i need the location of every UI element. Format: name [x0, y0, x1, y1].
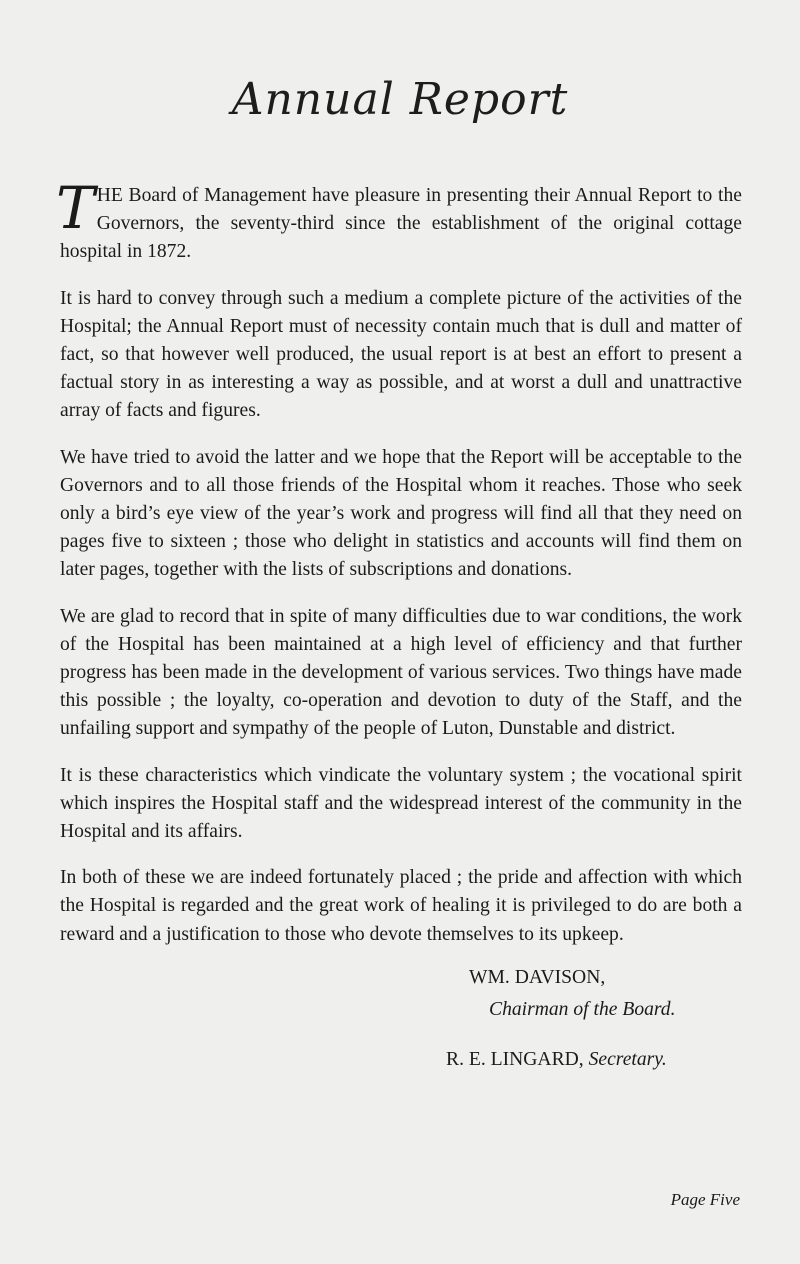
- secretary-line: [446, 1046, 746, 1074]
- chairman-role: Chairman of the Board.: [489, 999, 676, 1020]
- chairman-name: WM. DAVISON,: [469, 967, 606, 988]
- drop-cap-letter: T: [56, 174, 95, 242]
- paragraph-5: It is these characteristics which vindicate the voluntary system ; the vocational spirit which inspires the Hospital staff and the widespread interest of the community in the Hospital and its affairs.: [60, 764, 742, 843]
- secretary-role: Secretary.: [588, 1049, 667, 1070]
- page-title: Annual Report: [231, 74, 569, 125]
- signature-block: [446, 964, 769, 1074]
- paragraph-6: In both of these we are indeed fortunately placed ; the pride and affection with which the Hospital is regarded and the great work of healing it is privileged to do are both a reward and a justification to those who devote themselves to its upkeep.: [60, 867, 742, 945]
- report-body: [56, 174, 742, 967]
- secretary-name: R. E. LINGARD,: [446, 1049, 584, 1070]
- paragraph-2: It is hard to convey through such a medium a complete picture of the activities of the Hospital; the Annual Report must of necessity contain much that is dull and matter of fact, so that however well produced, the usual report is at best an effort to present a factual story in as interesting a way as possible, and at worst a dull and unattractive array of facts and figures.: [60, 287, 742, 422]
- paragraph-1: [56, 174, 742, 267]
- page-number: Page Five: [670, 1190, 740, 1209]
- paragraph-3: We have tried to avoid the latter and we hope that the Report will be acceptable to the Governors and to all those friends of the Hospital whom it reaches. Those who seek only a bird’s eye view of the year’s work and progress will find all that they need on pages five to sixteen ; those who delight in statistics and accounts will find them on later pages, together with the lists of subscriptions and donations.: [60, 446, 742, 581]
- paragraph-1-text: HE Board of Management have pleasure in presenting their Annual Report to the Governors, the seventy-third since the establishment of the original cottage hospital in 1872.: [60, 185, 742, 263]
- paragraph-4: We are glad to record that in spite of many difficulties due to war conditions, the work of the Hospital has been maintained at a high level of efficiency and that further progress has been made in the development of various services. Two things have made this possible ; the loyalty, co-operation and devotion to duty of the Staff, and the unfailing support and sympathy of the people of Luton, Dunstable and district.: [60, 605, 742, 740]
